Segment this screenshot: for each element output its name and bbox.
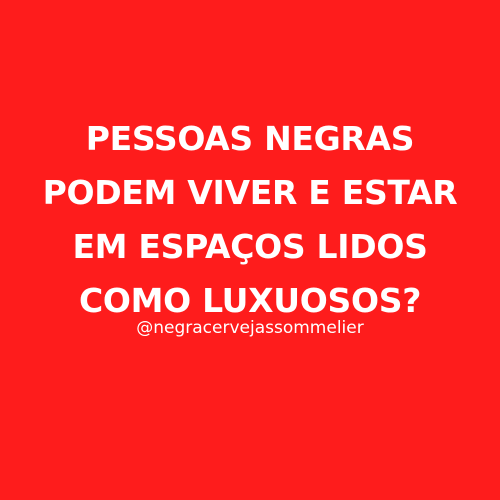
headline-line-3: EM ESPAÇOS LIDOS xyxy=(72,227,428,266)
headline-line-2: PODEM VIVER E ESTAR xyxy=(42,173,458,212)
headline-line-1: PESSOAS NEGRAS xyxy=(85,119,415,158)
headline xyxy=(0,112,500,328)
author-handle: @negracervejassommelier xyxy=(136,318,364,338)
headline-line-4: COMO LUXUOSOS? xyxy=(78,281,422,320)
